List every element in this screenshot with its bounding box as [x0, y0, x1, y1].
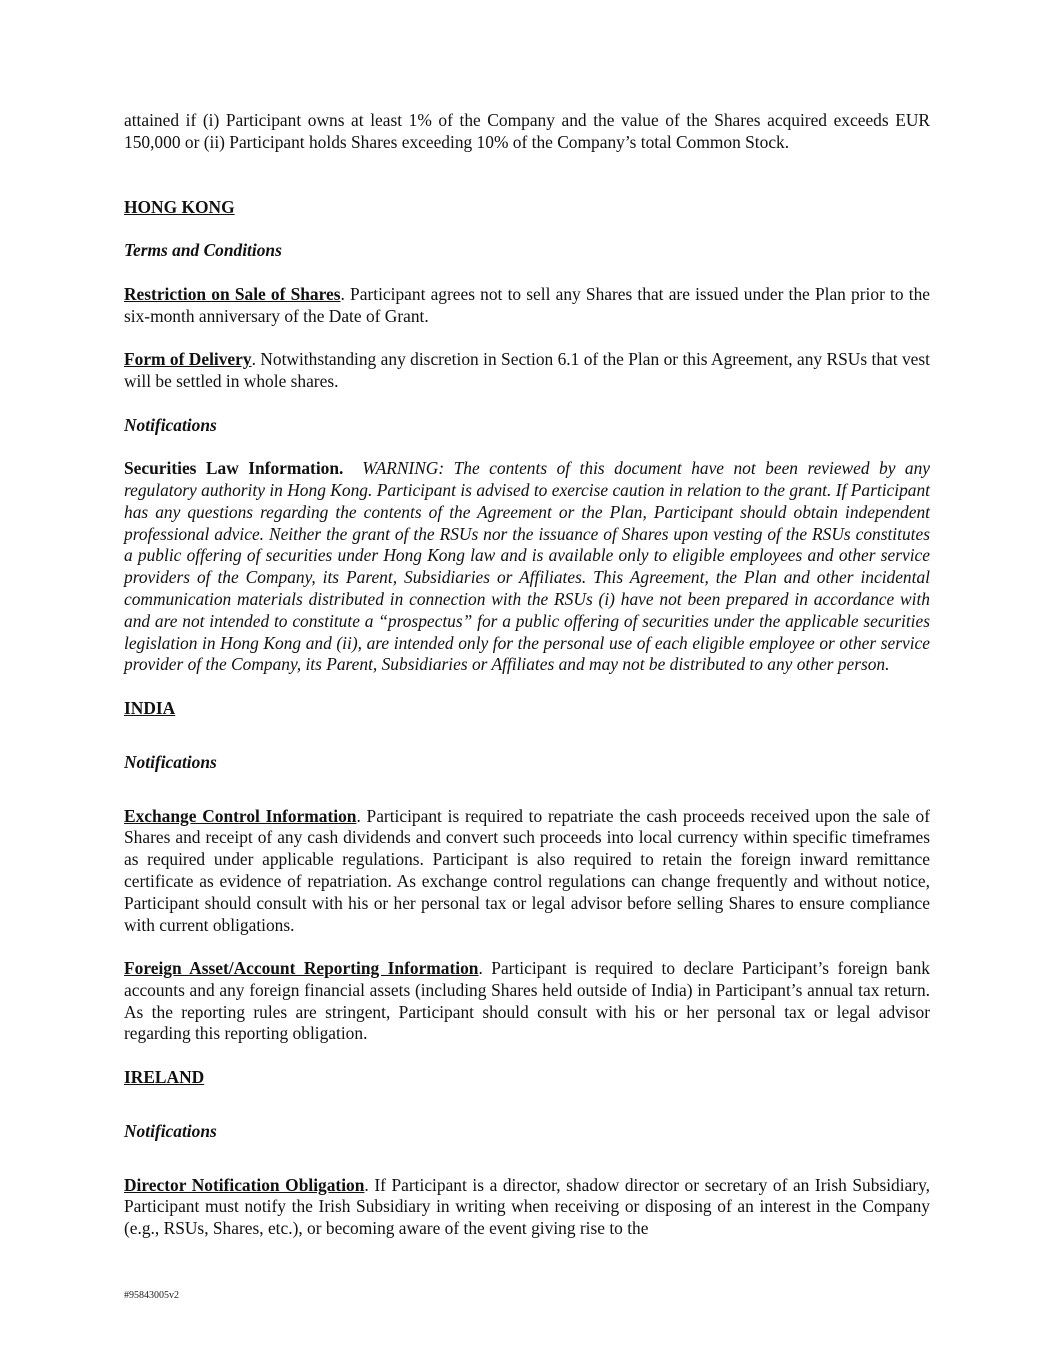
exchange-lead: Exchange Control Information: [124, 805, 357, 826]
terms-heading-text: Terms and Conditions: [124, 240, 282, 261]
exchange-paragraph: [124, 806, 930, 937]
securities-paragraph: [124, 458, 930, 676]
restriction-paragraph: [124, 284, 930, 328]
ireland-notifications-text: Notifications: [124, 1120, 217, 1141]
director-text: . If Participant is a director, shadow director or secretary of an Irish Subsidiary, Participant must notify the Irish Subsidiary in writing when receiving or disposing of an interest in the Company (e.g., RSUs, Shares, etc.), or becoming aware of the event giving rise to the: [124, 1174, 930, 1239]
foreign-asset-paragraph: [124, 958, 930, 1045]
india-notifications-text: Notifications: [124, 751, 217, 772]
hong-kong-heading-text: HONG KONG: [124, 196, 235, 217]
ireland-notifications-heading: [124, 1121, 930, 1143]
india-heading: [124, 698, 930, 720]
securities-text: WARNING: The contents of this document have not been reviewed by any regulatory authority in Hong Kong. Participant is advised to exercise caution in relation to the grant. If Participant has any questions regarding the contents of the Agreement or the Plan, Participant should obtain independent professional advice. Neither the grant of the RSUs nor the issuance of Shares upon vesting of the RSUs constitutes a public offering of securities under Hong Kong law and is available only to eligible employees and other service providers of the Company, its Parent, Subsidiaries or Affiliates. This Agreement, the Plan and other incidental communication materials distributed in connection with the RSUs (i) have not been prepared in accordance with and are not intended to constitute a “prospectus” for a public offering of securities under the applicable securities legislation in Hong Kong and (ii), are intended only for the personal use of each eligible employee or other service provider of the Company, its Parent, Subsidiaries or Affiliates and may not be distributed to any other person.: [124, 458, 930, 675]
delivery-lead: Form of Delivery: [124, 349, 252, 370]
ireland-heading-text: IRELAND: [124, 1067, 205, 1088]
intro-paragraph: attained if (i) Participant owns at least 1% of the Company and the value of the Shares acquired exceeds EUR 150,000 or (ii) Participant holds Shares exceeding 10% of the Company’s total Common Stock.: [124, 110, 930, 152]
restriction-text: . Participant agrees not to sell any Shares that are issued under the Plan prior to the six-month anniversary of the Date of Grant.: [124, 283, 930, 326]
hong-kong-notifications-heading: [124, 415, 930, 437]
foreign-lead: Foreign Asset/Account Reporting Information: [124, 958, 479, 979]
director-lead: Director Notification Obligation: [124, 1174, 365, 1195]
document-id-footer: #95843005v2: [124, 1290, 179, 1301]
ireland-heading: [124, 1067, 930, 1089]
delivery-text: . Notwithstanding any discretion in Section 6.1 of the Plan or this Agreement, any RSUs that vest will be settled in whole shares.: [124, 349, 930, 391]
director-paragraph: [124, 1175, 930, 1240]
exchange-text: . Participant is required to repatriate the cash proceeds received upon the sale of Shares and receipt of any cash dividends and convert such proceeds into local currency within specific timeframes as required under applicable regulations. Participant is also required to retain the foreign inward remittance certificate as evidence of repatriation. As exchange control regulations can change frequently and without notice, Participant should consult with his or her personal tax or legal advisor before selling Shares to ensure compliance with current obligations.: [124, 805, 930, 935]
securities-lead: Securities Law Information.: [124, 458, 344, 479]
hong-kong-heading: [124, 197, 930, 219]
foreign-text: . Participant is required to declare Participant’s foreign bank accounts and any foreign financial assets (including Shares held outside of India) in Participant’s annual tax return. As the reporting rules are stringent, Participant should consult with his or her personal tax or legal advisor regarding this reporting obligation.: [124, 958, 930, 1044]
hk-notifications-text: Notifications: [124, 414, 217, 435]
india-notifications-heading: [124, 752, 930, 774]
hong-kong-terms-heading: [124, 240, 930, 262]
restriction-lead: Restriction on Sale of Shares: [124, 283, 341, 304]
document-page: [124, 110, 930, 1240]
india-heading-text: INDIA: [124, 697, 176, 718]
delivery-paragraph: [124, 349, 930, 393]
